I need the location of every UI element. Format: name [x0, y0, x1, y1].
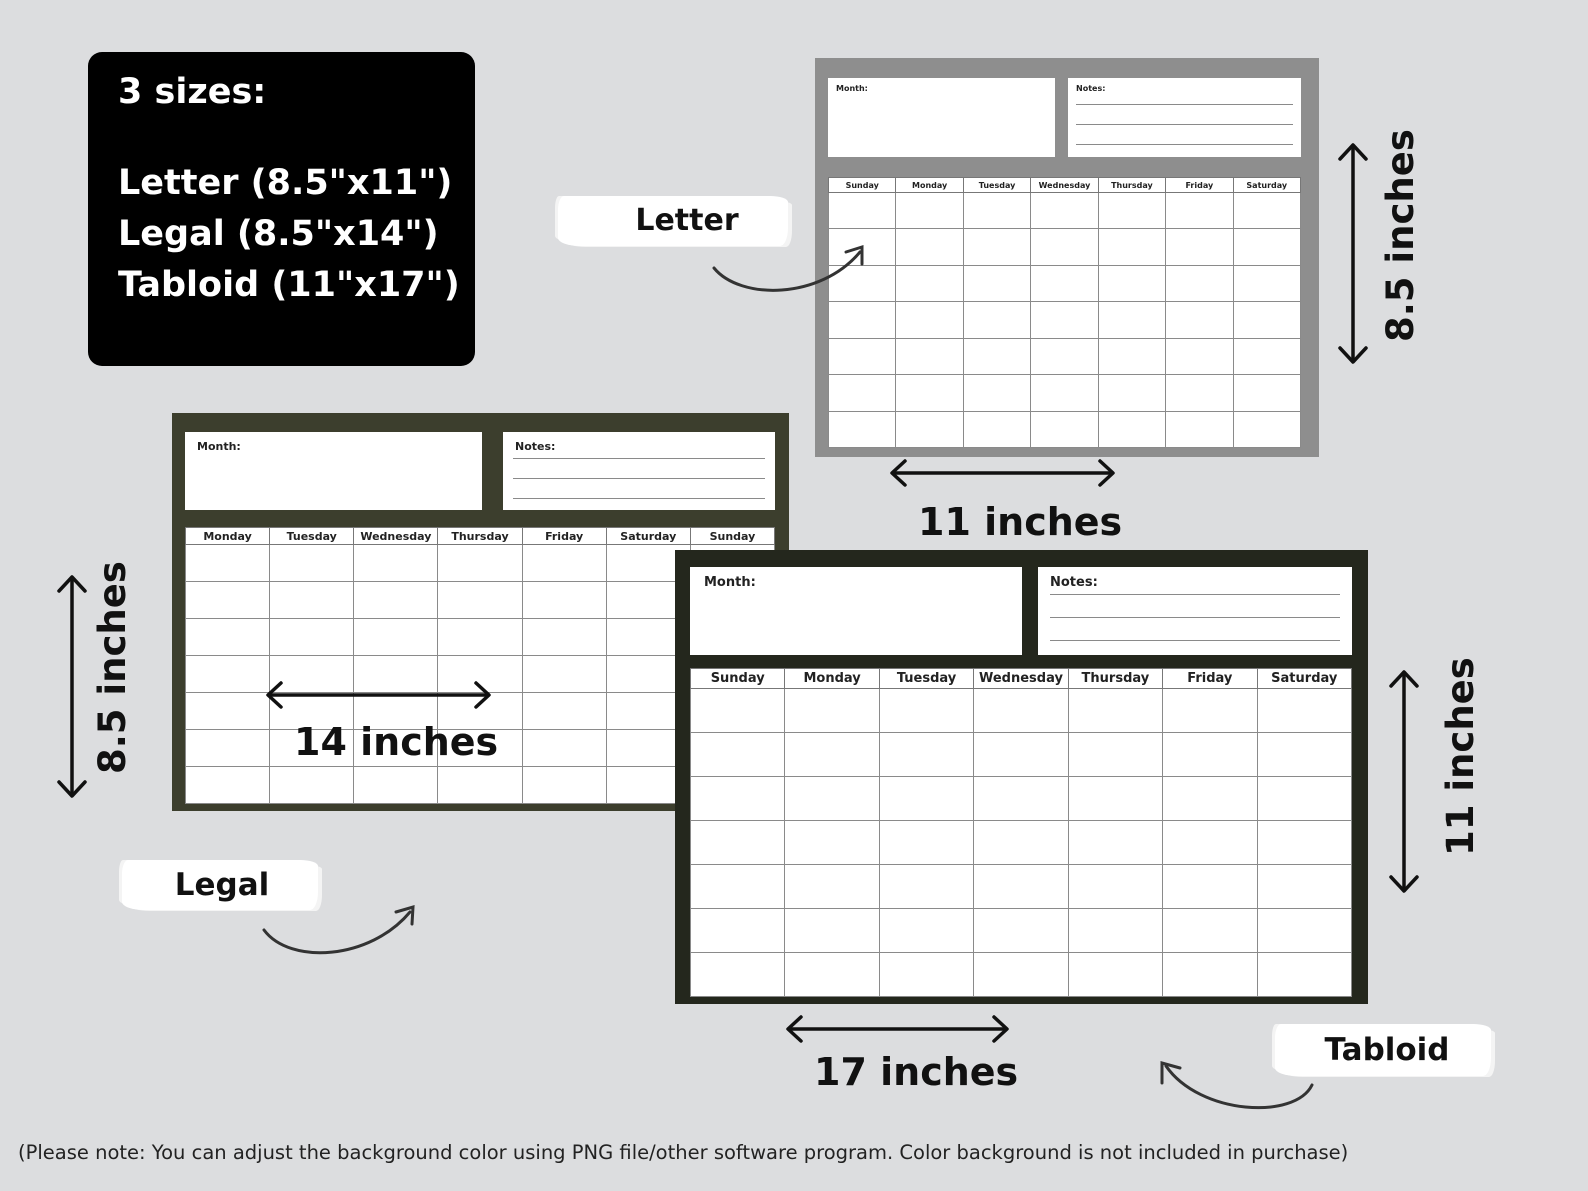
day-header: Sunday — [691, 669, 785, 689]
day-header: Thursday — [1098, 178, 1165, 193]
day-header: Sunday — [829, 178, 896, 193]
tabloid-width-label: 17 inches — [814, 1050, 1019, 1094]
day-header: Tuesday — [963, 178, 1030, 193]
day-header: Wednesday — [354, 528, 438, 545]
day-header: Sunday — [690, 528, 774, 545]
day-header: Monday — [785, 669, 879, 689]
tabloid-curved-arrow — [1166, 1066, 1312, 1108]
tabloid-width-arrow — [788, 1017, 1007, 1041]
info-line-legal: Legal (8.5"x14") — [118, 214, 439, 254]
legal-width-label: 14 inches — [294, 720, 499, 764]
tabloid-notes-label: Notes: — [1050, 575, 1098, 590]
legal-label: Legal — [122, 860, 318, 910]
day-header: Thursday — [1068, 669, 1162, 689]
day-header: Friday — [1163, 669, 1257, 689]
info-line-letter: Letter (8.5"x11") — [118, 163, 453, 203]
info-line-tabloid: Tabloid (11"x17") — [118, 265, 460, 305]
legal-month-label: Month: — [197, 440, 241, 453]
info-title: 3 sizes: — [118, 72, 267, 112]
tabloid-height-arrow — [1391, 672, 1417, 891]
letter-notes-label: Notes: — [1076, 84, 1106, 93]
day-header: Saturday — [606, 528, 690, 545]
letter-width-arrow — [892, 461, 1113, 485]
legal-height-label: 8.5 inches — [91, 561, 134, 774]
day-header: Saturday — [1257, 669, 1351, 689]
day-header: Tuesday — [270, 528, 354, 545]
letter-label: Letter — [558, 196, 788, 246]
letter-height-arrow — [1340, 145, 1366, 362]
day-header: Friday — [1166, 178, 1233, 193]
letter-width-label: 11 inches — [918, 500, 1123, 544]
legal-width-arrow — [268, 683, 489, 707]
letter-curved-arrow — [714, 252, 860, 290]
day-header: Monday — [186, 528, 270, 545]
footnote: (Please note: You can adjust the background color using PNG file/other software program. Color background is not included in purchase) — [18, 1141, 1349, 1164]
day-header: Friday — [522, 528, 606, 545]
tabloid-month-label: Month: — [704, 575, 756, 590]
legal-height-arrow — [59, 577, 85, 796]
day-header: Tuesday — [879, 669, 973, 689]
day-header: Wednesday — [974, 669, 1068, 689]
day-header: Wednesday — [1031, 178, 1098, 193]
letter-month-label: Month: — [836, 84, 868, 93]
day-header: Saturday — [1233, 178, 1300, 193]
day-header: Monday — [896, 178, 963, 193]
legal-notes-label: Notes: — [515, 440, 556, 453]
tabloid-label: Tabloid — [1275, 1024, 1491, 1076]
day-header: Thursday — [438, 528, 522, 545]
legal-curved-arrow — [264, 912, 410, 953]
letter-height-label: 8.5 inches — [1379, 129, 1422, 342]
tabloid-height-label: 11 inches — [1439, 657, 1482, 856]
